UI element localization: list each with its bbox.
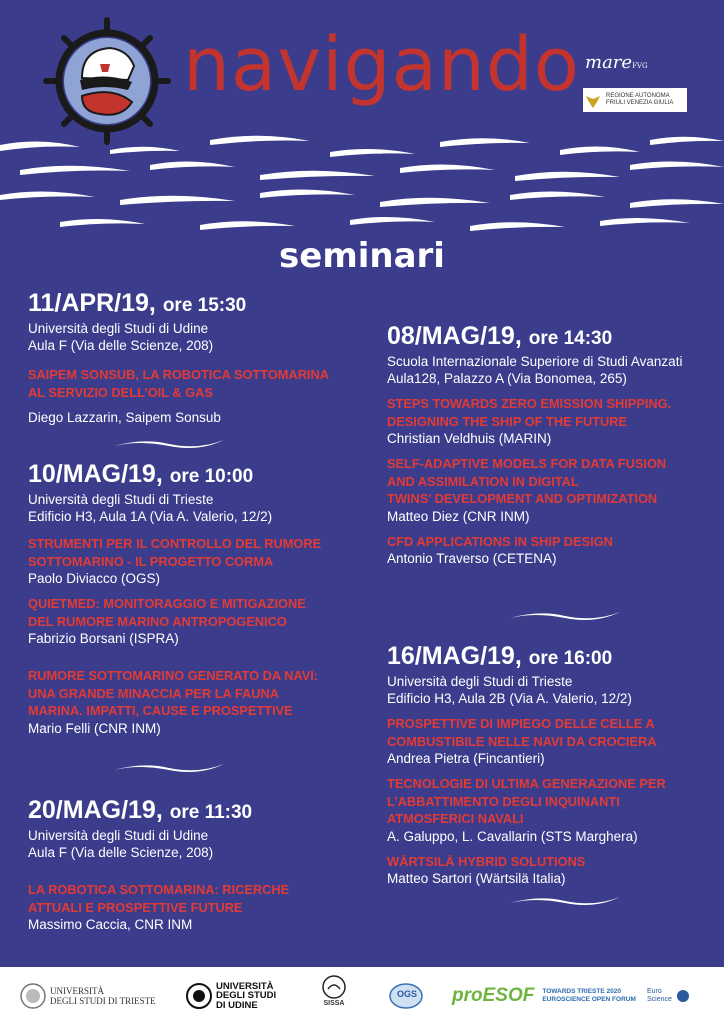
talk-title-line: SELF-ADAPTIVE MODELS FOR DATA FUSION — [387, 456, 667, 471]
event-10-mag — [28, 460, 368, 737]
talk-title — [28, 535, 368, 570]
talk-title — [28, 667, 368, 720]
proesof-logo — [452, 979, 636, 1013]
talk-title-line: COMBUSTIBILE NELLE NAVI DA CROCIERA — [387, 733, 657, 749]
talk-speaker: A. Galuppo, L. Cavallarin (STS Marghera) — [387, 828, 638, 844]
event-venue: Università degli Studi di Trieste — [387, 674, 573, 689]
talk-title-line: L’ABBATTIMENTO DEGLI INQUINANTI — [387, 793, 620, 809]
talk-speaker: Matteo Diez (CNR INM) — [387, 508, 530, 524]
udine-university-logo — [186, 979, 276, 1013]
talk-speaker: Mario Felli (CNR INM) — [28, 720, 161, 736]
talk-speaker: Antonio Traverso (CETENA) — [387, 551, 557, 566]
event-08-mag — [387, 322, 717, 567]
region-line-2: FRIULI VENEZIA GIULIA — [606, 100, 674, 106]
talk-title — [387, 455, 717, 508]
event-venue: Università degli Studi di Udine — [28, 828, 209, 843]
wave-divider — [114, 762, 224, 774]
eagle-icon — [583, 90, 603, 110]
talk-title-line: AL SERVIZIO DELL’OIL & GAS — [28, 384, 213, 400]
talk-title-line: TECNOLOGIE DI ULTIMA GENERAZIONE PER — [387, 776, 666, 791]
wave-divider — [510, 610, 620, 622]
event-time: ore 10:00 — [169, 466, 254, 487]
event-date: 08/MAG/19, — [387, 322, 522, 350]
event-room: Aula128, Palazzo A (Via Bonomea, 265) — [387, 371, 627, 386]
talk-speaker: Diego Lazzarin, Saipem Sonsub — [28, 410, 221, 425]
talk-title-line: DEL RUMORE MARINO ANTROPOGENICO — [28, 613, 287, 629]
event-16-mag — [387, 642, 717, 887]
event-date: 10/MAG/19, — [28, 460, 163, 488]
udine-line-2: DEGLI STUDI — [216, 990, 277, 1002]
talk-title — [387, 395, 717, 430]
trieste-university-logo — [20, 979, 156, 1013]
talk-title-line: MARINA. IMPATTI, CAUSE E PROSPETTIVE — [28, 703, 293, 718]
sponsor-footer — [0, 967, 724, 1024]
talk-title — [387, 853, 717, 871]
sissa-text: SISSA — [323, 1000, 345, 1007]
mare-logo-small: FVG — [632, 62, 648, 70]
event-time: ore 14:30 — [528, 328, 613, 349]
talk-speaker: Fabrizio Borsani (ISPRA) — [28, 631, 179, 646]
event-time: ore 16:00 — [528, 648, 613, 669]
event-room: Edificio H3, Aula 1A (Via A. Valerio, 12/2) — [28, 509, 273, 524]
event-venue: Università degli Studi di Udine — [28, 321, 209, 336]
wave-divider — [114, 438, 224, 450]
ogs-text: OGS — [397, 989, 418, 999]
talk-speaker: Christian Veldhuis (MARIN) — [387, 431, 552, 446]
sissa-logo — [322, 975, 346, 1019]
talk-title — [387, 533, 717, 551]
udine-line-3: DI UDINE — [216, 999, 258, 1011]
trieste-seal-icon — [20, 983, 46, 1009]
event-date: 16/MAG/19, — [387, 642, 522, 670]
mare-logo-text: mare — [585, 52, 633, 73]
talk-title-line: SOTTOMARINO - IL PROGETTO CORMA — [28, 553, 274, 569]
sissa-seal-icon — [322, 975, 346, 999]
talk-title-line: RUMORE SOTTOMARINO GENERATO DA NAVI: — [28, 668, 319, 683]
talk-title — [387, 775, 717, 828]
poster-subtitle: seminari — [279, 236, 445, 276]
mare-logo — [585, 52, 648, 73]
wave-divider — [510, 895, 620, 907]
talk-title-line: ATTUALI E PROSPETTIVE FUTURE — [28, 899, 243, 915]
event-11-apr — [28, 289, 368, 426]
talk-title-line: DESIGNING THE SHIP OF THE FUTURE — [387, 413, 628, 429]
talk-title-line: TWINS’ DEVELOPMENT AND OPTIMIZATION — [387, 491, 658, 506]
regione-fvg-logo — [583, 88, 687, 112]
talk-title-line: ATMOSFERICI NAVALI — [387, 811, 524, 826]
trieste-line-1: UNIVERSITÀ — [50, 986, 104, 996]
event-room: Aula F (Via delle Scienze, 208) — [28, 338, 214, 353]
udine-line-1: UNIVERSITÀ — [216, 980, 274, 992]
talk-title-line: LA ROBOTICA SOTTOMARINA: RICERCHE — [28, 882, 290, 897]
talk-title — [28, 595, 368, 630]
event-venue: Scuola Internazionale Superiore di Studi Avanzati — [387, 354, 683, 369]
euroscience-logo — [647, 979, 690, 1013]
talk-speaker: Matteo Sartori (Wärtsilä Italia) — [387, 871, 566, 886]
talk-title-line: QUIETMED: MONITORAGGIO E MITIGAZIONE — [28, 596, 306, 611]
ship-wheel-logo — [42, 16, 172, 146]
event-room: Edificio H3, Aula 2B (Via A. Valerio, 12/2) — [387, 691, 632, 706]
event-time: ore 15:30 — [162, 295, 247, 316]
euroscience-line-1: Euro — [647, 988, 662, 995]
ogs-logo — [388, 979, 424, 1013]
region-line-1: REGIONE AUTONOMA — [606, 93, 670, 99]
talk-title-line: AND ASSIMILATION IN DIGITAL — [387, 473, 579, 489]
talk-title-line: STEPS TOWARDS ZERO EMISSION SHIPPING. — [387, 396, 672, 411]
talk-title-line: CFD APPLICATIONS IN SHIP DESIGN — [387, 533, 613, 549]
euroscience-globe-icon — [676, 989, 690, 1003]
event-time: ore 11:30 — [169, 802, 253, 823]
proesof-text: proESOF — [452, 985, 535, 1006]
event-room: Aula F (Via delle Scienze, 208) — [28, 845, 214, 860]
poster-title: navigando — [183, 22, 581, 108]
talk-title-line: STRUMENTI PER IL CONTROLLO DEL RUMORE — [28, 536, 322, 551]
talk-speaker: Paolo Diviacco (OGS) — [28, 571, 161, 586]
talk-title-line: UNA GRANDE MINACCIA PER LA FAUNA — [28, 685, 279, 701]
talk-speaker: Andrea Pietra (Fincantieri) — [387, 751, 545, 766]
event-venue: Università degli Studi di Trieste — [28, 492, 214, 507]
talk-title-line: SAIPEM SONSUB, LA ROBOTICA SOTTOMARINA — [28, 367, 329, 382]
trieste2020-line-2: EUROSCIENCE OPEN FORUM — [542, 996, 636, 1003]
udine-seal-icon — [186, 983, 212, 1009]
talk-speaker: Massimo Caccia, CNR INM — [28, 917, 193, 932]
talk-title — [28, 366, 368, 401]
trieste-line-2: DEGLI STUDI DI TRIESTE — [50, 996, 156, 1006]
talk-title-line: PROSPETTIVE DI IMPIEGO DELLE CELLE A — [387, 716, 655, 731]
talk-title-line: WÄRTSILÄ HYBRID SOLUTIONS — [387, 853, 586, 869]
trieste2020-line-1: TOWARDS TRIESTE 2020 — [542, 988, 621, 995]
event-date: 20/MAG/19, — [28, 796, 163, 824]
event-date: 11/APR/19, — [28, 289, 156, 317]
talk-title — [387, 715, 717, 750]
euroscience-line-2: Science — [647, 996, 672, 1003]
talk-title — [28, 881, 368, 916]
event-20-mag — [28, 796, 368, 933]
